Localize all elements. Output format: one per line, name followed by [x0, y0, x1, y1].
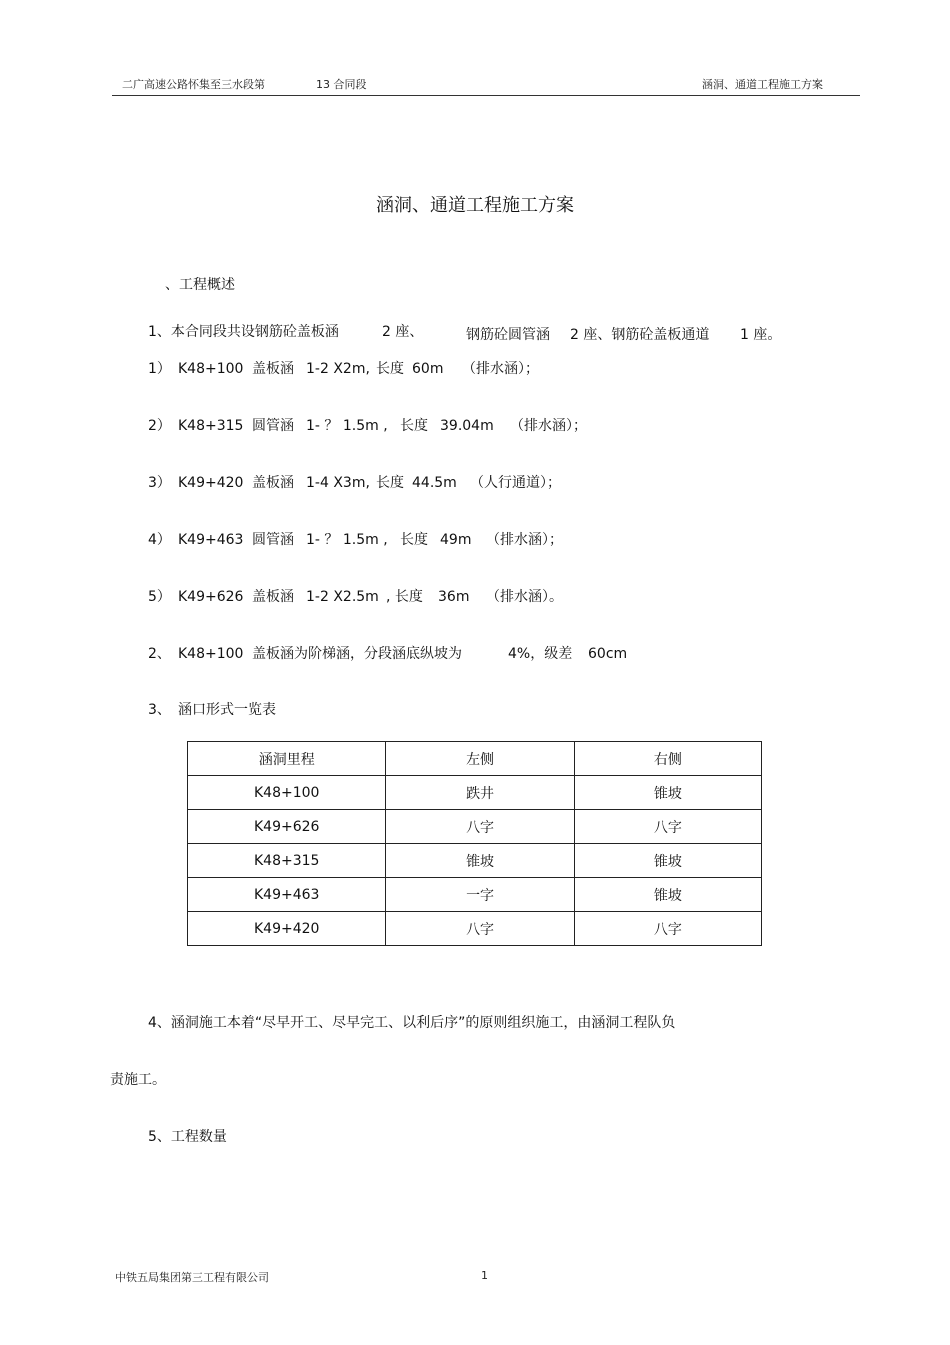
table-header-cell: 右侧 [574, 742, 761, 776]
culvert-type: 盖板涵 [252, 589, 294, 605]
table-cell: 锥坡 [574, 878, 761, 912]
table-cell: K48+315 [188, 844, 386, 878]
culvert-spec: 1-2 X2m, [306, 361, 370, 377]
culvert-opening-table [187, 741, 762, 946]
culvert-index: 2） [148, 418, 171, 434]
table-cell: 一字 [386, 878, 574, 912]
page-title: 涵洞、通道工程施工方案 [376, 195, 574, 216]
culvert-length: 44.5m [412, 475, 457, 491]
culvert-length: 49m [440, 532, 472, 548]
culvert-station: K48+100 [178, 361, 244, 377]
table-header-row [188, 742, 762, 776]
item1-part-c: 钢筋砼圆管涵 [466, 327, 550, 343]
culvert-length: 60m [412, 361, 444, 377]
item2-text: 盖板涵为阶梯涵，分段涵底纵坡为 [252, 646, 462, 662]
culvert-use: （排水涵）； [510, 418, 587, 434]
table-cell: 锥坡 [574, 776, 761, 810]
table-cell: 锥坡 [386, 844, 574, 878]
item2-diff: 60cm [588, 646, 628, 662]
item2-slope: 4%，级差 [508, 646, 573, 662]
item5-heading: 5、工程数量 [148, 1129, 227, 1145]
culvert-use: （排水涵）； [462, 361, 539, 377]
culvert-item [148, 415, 587, 435]
table-row [188, 844, 762, 878]
item2-index: 2、 [148, 646, 171, 662]
header-left-project: 二广高速公路怀集至三水段第 [122, 78, 265, 91]
item1-part-d: 2 座、钢筋砼盖板通道 [570, 327, 710, 343]
culvert-item [148, 529, 563, 549]
culvert-spec: 1- ？ 1.5m , [306, 418, 388, 434]
culvert-item [148, 586, 563, 606]
culvert-length-label: 长度 [400, 418, 428, 434]
culvert-length: 39.04m [440, 418, 494, 434]
culvert-type: 圆管涵 [252, 418, 294, 434]
item1-part-b: 2 座、 [382, 324, 424, 340]
culvert-type: 盖板涵 [252, 475, 294, 491]
culvert-length-label: , 长度 [386, 589, 423, 605]
culvert-type: 盖板涵 [252, 361, 294, 377]
footer-company: 中铁五局集团第三工程有限公司 [115, 1271, 269, 1284]
table-cell: 跌井 [386, 776, 574, 810]
table-cell: 八字 [574, 912, 761, 946]
culvert-index: 5） [148, 589, 171, 605]
table-cell: K49+420 [188, 912, 386, 946]
culvert-item [148, 472, 561, 492]
culvert-type: 圆管涵 [252, 532, 294, 548]
item2-paragraph [148, 643, 627, 663]
culvert-use: （人行通道）； [470, 475, 561, 491]
table-header-cell: 左侧 [386, 742, 574, 776]
culvert-length-label: 长度 [376, 475, 404, 491]
table-cell: 八字 [386, 912, 574, 946]
culvert-index: 1） [148, 361, 171, 377]
item2-station: K48+100 [178, 646, 244, 662]
culvert-length: 36m [438, 589, 470, 605]
item1-part-a: 1、本合同段共设钢筋砼盖板涵 [148, 324, 339, 340]
item4-line1: 4、涵洞施工本着“尽早开工、尽早完工、以利后序”的原则组织施工，由涵洞工程队负 [148, 1015, 676, 1031]
culvert-index: 3） [148, 475, 171, 491]
culvert-station: K49+420 [178, 475, 244, 491]
footer-page-number: 1 [481, 1269, 488, 1282]
header-right-title: 涵洞、通道工程施工方案 [702, 78, 823, 91]
table-cell: K49+463 [188, 878, 386, 912]
table-cell: 八字 [574, 810, 761, 844]
culvert-index: 4） [148, 532, 171, 548]
table-cell: K49+626 [188, 810, 386, 844]
item4-line2: 责施工。 [110, 1072, 166, 1088]
culvert-length-label: 长度 [400, 532, 428, 548]
culvert-spec: 1- ？ 1.5m , [306, 532, 388, 548]
header-divider [112, 95, 860, 96]
culvert-station: K49+626 [178, 589, 244, 605]
culvert-station: K48+315 [178, 418, 244, 434]
table-header-cell: 涵洞里程 [188, 742, 386, 776]
section-heading-overview: 、工程概述 [165, 277, 235, 293]
item3-heading [148, 699, 276, 719]
culvert-spec: 1-4 X3m, [306, 475, 370, 491]
table-cell: 锥坡 [574, 844, 761, 878]
table-row [188, 810, 762, 844]
table-row [188, 776, 762, 810]
header-left-contract: 13 合同段 [316, 78, 367, 91]
item1-part-e: 1 座。 [740, 327, 782, 343]
table-row [188, 878, 762, 912]
item3-index: 3、 [148, 702, 171, 718]
culvert-spec: 1-2 X2.5m [306, 589, 379, 605]
culvert-item [148, 358, 539, 378]
culvert-station: K49+463 [178, 532, 244, 548]
table-cell: 八字 [386, 810, 574, 844]
culvert-length-label: 长度 [376, 361, 404, 377]
table-cell: K48+100 [188, 776, 386, 810]
item3-text: 涵口形式一览表 [178, 702, 276, 718]
culvert-use: （排水涵）； [486, 532, 563, 548]
culvert-use: （排水涵）。 [486, 589, 563, 605]
table-row [188, 912, 762, 946]
